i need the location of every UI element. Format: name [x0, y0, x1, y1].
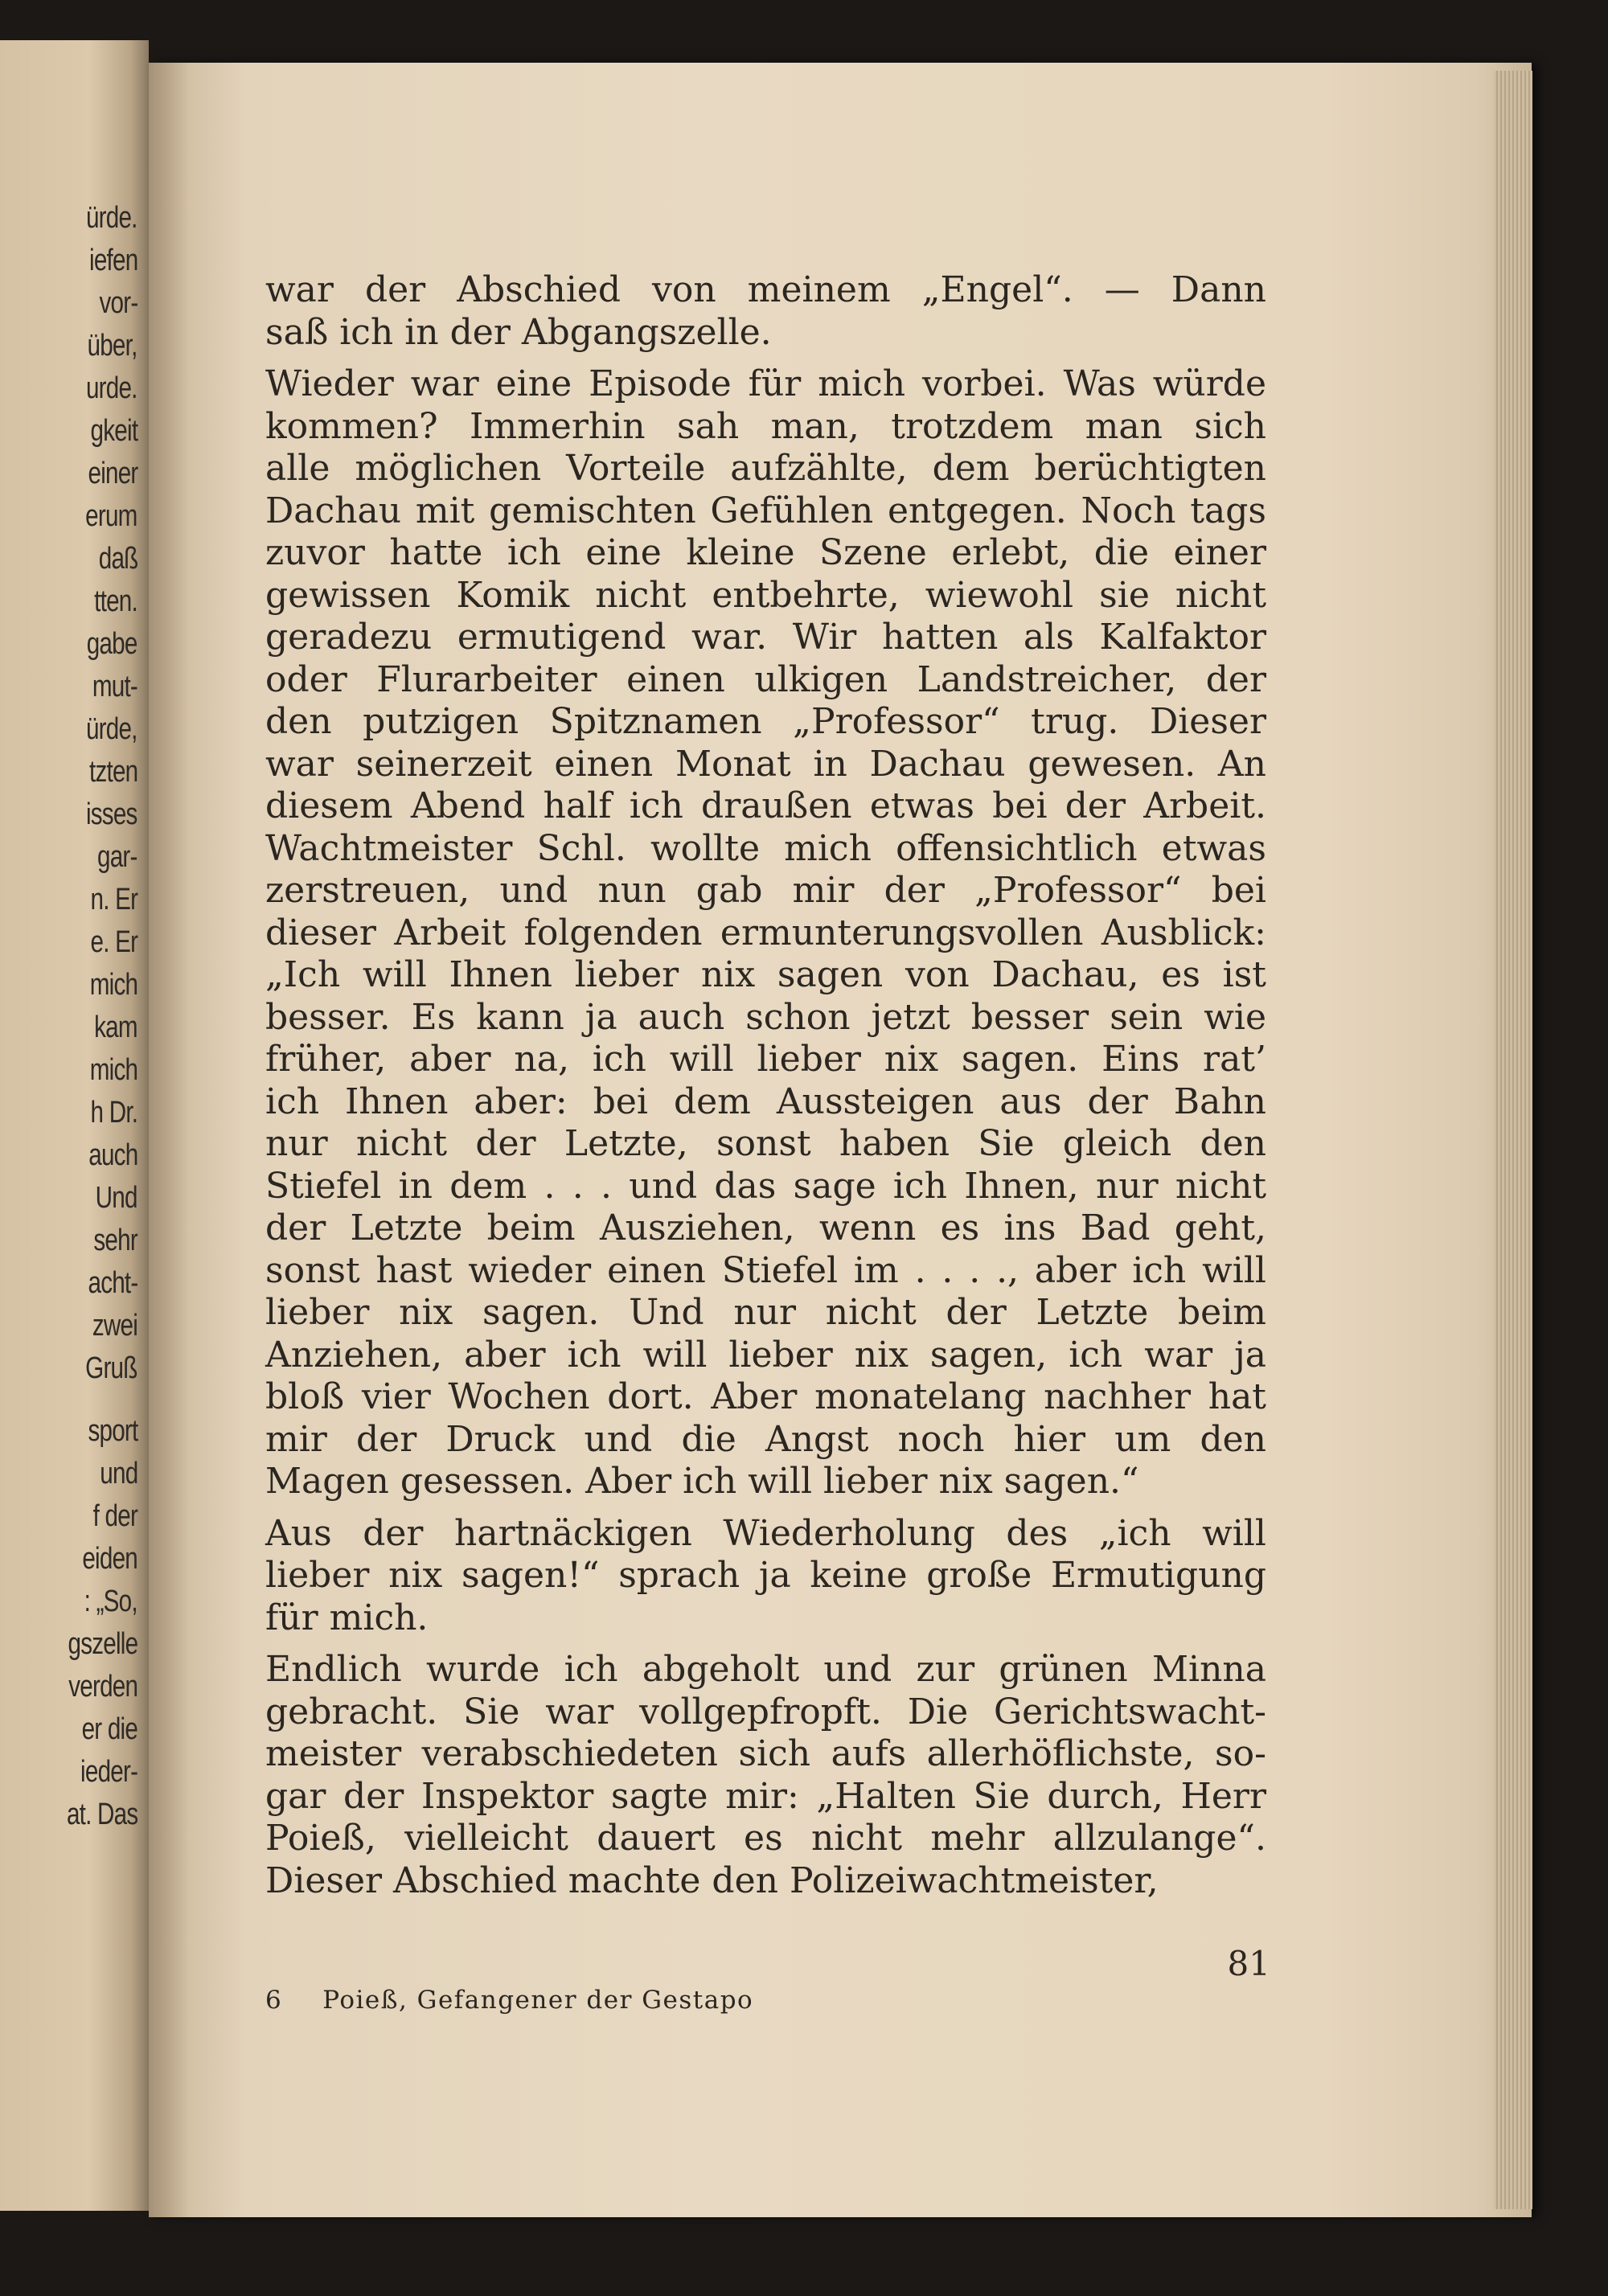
left-page-fragment: Und — [95, 1181, 137, 1215]
left-page-fragment: er die — [81, 1712, 137, 1746]
left-page-fragment: kam — [94, 1011, 137, 1044]
left-page-fragment: daß — [98, 542, 137, 576]
text-line: gebracht. Sie war vollgepfropft. Die Gerichtswacht- — [265, 1691, 1266, 1732]
text-line: Anziehen, aber ich will lieber nix sagen, ich war ja — [265, 1334, 1266, 1376]
left-page-fragment: sport — [88, 1414, 137, 1448]
left-page-fragment: sehr — [93, 1224, 137, 1257]
text-line: besser. Es kann ja auch schon jetzt besser sein wie — [265, 996, 1266, 1038]
left-page-fragment: auch — [88, 1138, 137, 1172]
left-page-fragment: Gruß — [85, 1351, 137, 1385]
page-edges — [1494, 71, 1532, 2209]
left-page — [0, 40, 149, 2211]
left-page-fragment: über, — [87, 329, 137, 363]
text-line: gewissen Komik nicht entbehrte, wiewohl sie nicht — [265, 574, 1266, 616]
left-page-fragment: tzten — [88, 755, 137, 789]
footer-signature — [265, 1986, 794, 2015]
left-page-fragment: acht- — [88, 1266, 137, 1300]
text-line: war der Abschied von meinem „Engel“. — Dann — [265, 269, 1266, 310]
left-page-fragment: erum — [85, 499, 137, 533]
left-page-fragment: gar- — [97, 840, 137, 874]
text-line: sonst hast wieder einen Stiefel im . . . ., aber ich will — [265, 1249, 1266, 1291]
text-line: Magen gesessen. Aber ich will lieber nix sagen.“ — [265, 1461, 1139, 1502]
left-page-fragment: gkeit — [90, 414, 137, 448]
text-line: Dachau mit gemischten Gefühlen entgegen. Noch tags — [265, 490, 1266, 531]
text-line: Endlich wurde ich abgeholt und zur grünen Minna — [265, 1649, 1266, 1690]
left-page-fragment: gszelle — [68, 1627, 137, 1661]
left-page-fragment: verden — [68, 1670, 137, 1704]
text-line: kommen? Immerhin sah man, trotzdem man sich — [265, 405, 1266, 447]
text-line: bloß vier Wochen dort. Aber monatelang nachher hat — [265, 1376, 1266, 1417]
text-line: oder Flurarbeiter einen ulkigen Landstreicher, der — [265, 658, 1266, 700]
left-page-fragment: at. Das — [66, 1798, 137, 1831]
signature-number: 6 — [265, 1986, 283, 2015]
left-page-fragment: gabe — [87, 627, 137, 661]
text-line: war seinerzeit einen Monat in Dachau gewesen. An — [265, 743, 1266, 785]
text-line: zerstreuen, und nun gab mir der „Professor“ bei — [265, 870, 1266, 911]
paragraph-gap — [265, 1503, 1266, 1513]
paragraph — [265, 1649, 1266, 1902]
text-line: diesem Abend half ich draußen etwas bei der Arbeit. — [265, 785, 1266, 826]
left-page-fragment: h Dr. — [90, 1096, 137, 1130]
text-line: geradezu ermutigend war. Wir hatten als Kalfaktor — [265, 617, 1266, 658]
left-page-fragment: ieder- — [80, 1755, 137, 1789]
text-line: ich Ihnen aber: bei dem Aussteigen aus der Bahn — [265, 1080, 1266, 1122]
left-page-fragment: mut- — [92, 670, 137, 703]
paragraph — [265, 363, 1266, 1503]
text-line: Stiefel in dem . . . und das sage ich Ihnen, nur nicht — [265, 1165, 1266, 1207]
text-line: saß ich in der Abgangszelle. — [265, 311, 772, 353]
signature-title: Poieß, Gefangener der Gestapo — [322, 1986, 754, 2015]
left-page-fragment: ürde, — [86, 712, 137, 746]
left-page-fragment: ürde. — [86, 201, 137, 235]
text-line: der Letzte beim Ausziehen, wenn es ins Bad geht, — [265, 1207, 1266, 1248]
paragraph-gap — [265, 354, 1266, 363]
left-page-fragment: mich — [89, 1053, 137, 1087]
text-line: nur nicht der Letzte, sonst haben Sie gleich den — [265, 1123, 1266, 1164]
left-page-fragment: isses — [86, 797, 137, 831]
left-page-fragment: e. Er — [90, 925, 137, 959]
left-page-fragment: eiden — [82, 1542, 137, 1576]
text-line: für mich. — [265, 1597, 429, 1638]
left-page-fragment: : „So, — [84, 1585, 137, 1618]
text-line: Aus der hartnäckigen Wiederholung des „ich will — [265, 1512, 1266, 1554]
left-page-fragment: tten. — [94, 584, 137, 618]
text-line: meister verabschiedeten sich aufs allerhöflichste, so- — [265, 1733, 1266, 1774]
text-line: lieber nix sagen. Und nur nicht der Letzte beim — [265, 1292, 1266, 1333]
text-line: Wieder war eine Episode für mich vorbei. Was würde — [265, 363, 1266, 404]
left-page-fragment: zwei — [92, 1309, 137, 1343]
text-line: früher, aber na, ich will lieber nix sagen. Eins rat’ — [265, 1039, 1266, 1080]
left-page-fragment: und — [99, 1457, 137, 1490]
left-page-fragment: mich — [89, 968, 137, 1002]
spine-shadow — [149, 63, 189, 2217]
text-line: „Ich will Ihnen lieber nix sagen von Dachau, es ist — [265, 954, 1266, 995]
left-page-fragment: einer — [87, 457, 137, 490]
text-line: alle möglichen Vorteile aufzählte, dem berüchtigten — [265, 448, 1266, 489]
left-page-fragment: urde. — [86, 371, 137, 405]
page-number: 81 — [1227, 1944, 1270, 1983]
text-line: den putzigen Spitznamen „Professor“ trug. Dieser — [265, 701, 1266, 742]
left-page-fragment: vor- — [99, 286, 137, 320]
paragraph — [265, 269, 1266, 354]
text-line: Dieser Abschied machte den Polizeiwachtmeister, — [265, 1859, 1159, 1901]
text-line: mir der Druck und die Angst noch hier um den — [265, 1418, 1266, 1460]
text-line: Poieß, vielleicht dauert es nicht mehr allzulange“. — [265, 1818, 1266, 1859]
paragraph — [265, 1513, 1266, 1640]
left-page-fragment: f der — [92, 1499, 137, 1533]
body-text — [265, 269, 1266, 1902]
text-line: lieber nix sagen!“ sprach ja keine große Ermutigung — [265, 1555, 1266, 1596]
text-line: dieser Arbeit folgenden ermunterungsvollen Ausblick: — [265, 912, 1266, 953]
left-page-fragment: iefen — [88, 244, 137, 277]
text-line: gar der Inspektor sagte mir: „Halten Sie durch, Herr — [265, 1775, 1266, 1817]
text-line: Wachtmeister Schl. wollte mich offensichtlich etwas — [265, 827, 1266, 869]
left-page-fragment: n. Er — [90, 883, 137, 916]
text-line: zuvor hatte ich eine kleine Szene erlebt, die einer — [265, 532, 1266, 573]
paragraph-gap — [265, 1639, 1266, 1649]
